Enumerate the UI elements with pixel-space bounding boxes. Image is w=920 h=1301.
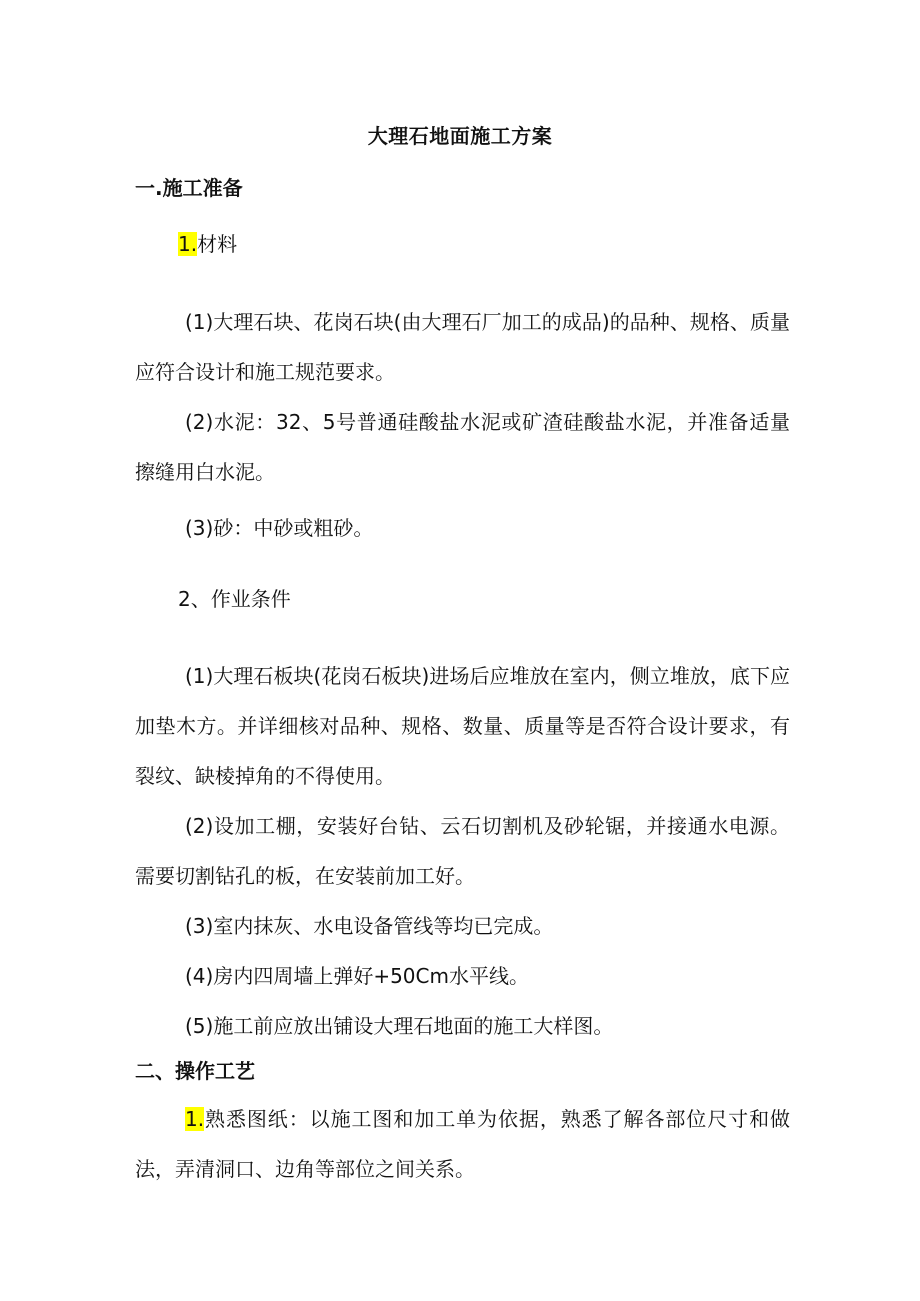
highlighted-number: 1. xyxy=(185,1107,205,1131)
paragraph-condition-3: (3)室内抹灰、水电设备管线等均已完成。 xyxy=(185,914,554,938)
paragraph-condition-1: (1)大理石板块(花岗石板块)进场后应堆放在室内，侧立堆放，底下应加垫木方。并详细核对品种、规格、数量、质量等是否符合设计要求，有裂纹、缺棱掉角的不得使用。 xyxy=(135,664,790,788)
subsection-materials xyxy=(178,228,237,257)
section-heading-process: 二、操作工艺 xyxy=(135,1059,255,1083)
paragraph-step-1 xyxy=(135,1094,790,1194)
paragraph-material-2: (2)水泥：32、5号普通硅酸盐水泥或矿渣硅酸盐水泥，并准备适量擦缝用白水泥。 xyxy=(135,410,790,484)
subsection-label: 材料 xyxy=(197,232,238,256)
paragraph-condition-2: (2)设加工棚，安装好台钻、云石切割机及砂轮锯，并接通水电源。需要切割钻孔的板，在安装前加工好。 xyxy=(135,814,790,888)
document-title: 大理石地面施工方案 xyxy=(367,124,553,148)
paragraph-material-1: (1)大理石块、花岗石块(由大理石厂加工的成品)的品种、规格、质量应符合设计和施工规范要求。 xyxy=(135,310,790,384)
highlighted-number: 1. xyxy=(178,232,198,256)
paragraph-condition-4: (4)房内四周墙上弹好+50Cm水平线。 xyxy=(185,964,529,988)
section-heading-preparation: 一.施工准备 xyxy=(135,176,243,200)
paragraph-condition-5: (5)施工前应放出铺设大理石地面的施工大样图。 xyxy=(185,1014,614,1038)
step-text: 熟悉图纸：以施工图和加工单为依据，熟悉了解各部位尺寸和做法，弄清洞口、边角等部位之间关系。 xyxy=(135,1107,790,1181)
paragraph-material-3: (3)砂：中砂或粗砂。 xyxy=(185,516,374,540)
subsection-conditions: 2、作业条件 xyxy=(178,587,291,611)
